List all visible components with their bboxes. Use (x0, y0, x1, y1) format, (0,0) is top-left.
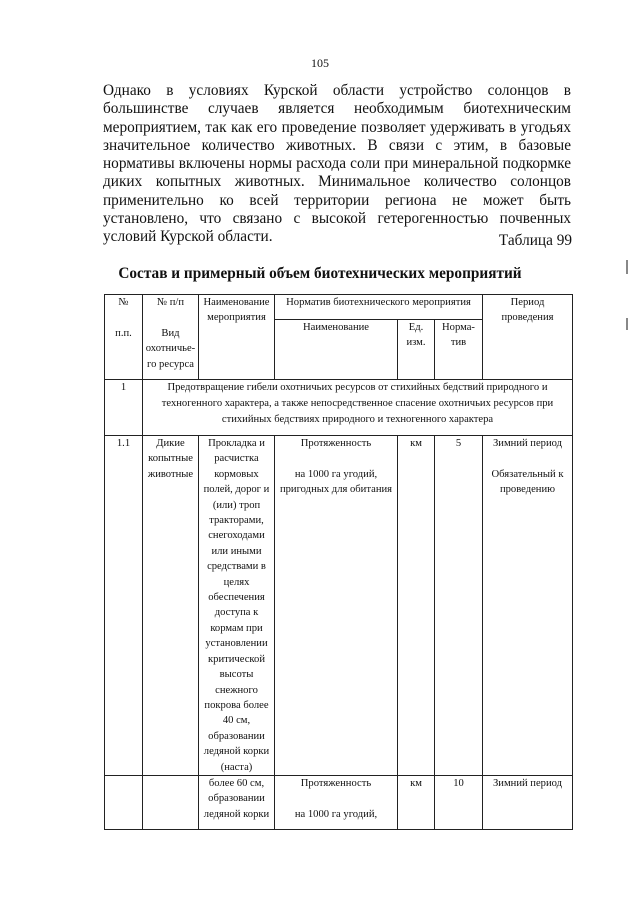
section-text: Предотвращение гибели охотничьих ресурсов от стихийных бедствий природного и техногенного характера, а также непосредственное спасение охотничьих ресурсов при стихийных бедствиях природного и техногенного характера (143, 380, 573, 436)
row-value: 10 (435, 775, 483, 829)
header-norm-name: Наименование (275, 320, 398, 380)
header-normative: Норматив биотехнического мероприятия (275, 295, 483, 320)
activities-table (104, 294, 573, 830)
header-norm-value: Норма-тив (435, 320, 483, 380)
row-num: 1.1 (105, 436, 143, 776)
row-unit: км (398, 436, 435, 776)
header-period: Период проведения (483, 295, 573, 380)
row-event: Прокладка и расчистка кормовых полей, дорог и (или) троп тракторами, снегоходами или иными средствами в целях обеспечения доступа к кормам при установлении критической высоты снежного покрова более 40 см, образовании ледяной корки (наста) (199, 436, 275, 776)
table-title: Состав и примерный объем биотехнических мероприятий (118, 265, 522, 282)
scan-edge-mark (626, 260, 628, 274)
header-species: № п/п Вид охотничье-го ресурса (143, 295, 199, 380)
table-section-row (105, 380, 573, 436)
table-header-row (105, 295, 573, 320)
row-period: Зимний период (483, 775, 573, 829)
row-norm-name: Протяженность на 1000 га угодий, (275, 775, 398, 829)
page-number: 105 (311, 56, 329, 70)
row-norm-name: Протяженность на 1000 га угодий, пригодных для обитания (275, 436, 398, 776)
table-row (105, 775, 573, 829)
row-period: Зимний период Обязательный к проведению (483, 436, 573, 776)
section-num: 1 (105, 380, 143, 436)
row-species: Дикие копытные животные (143, 436, 199, 776)
body-paragraph: Однако в условиях Курской области устройство солонцов в большинстве случаев является необходимым биотехническим мероприятием, так как его проведение позволяет удерживать в угодьях значительное количество животных. В связи с этим, в базовые нормативы включены нормы расхода соли при минеральной подкормке диких копытных животных. Минимальное количество солонцов применительно ко всей территории региона не может быть установлено, что связано с высокой гетерогенностью почвенных условий Курской области. (103, 82, 571, 246)
row-species (143, 775, 199, 829)
table-label: Таблица 99 (498, 232, 572, 249)
row-event: более 60 см, образовании ледяной корки (199, 775, 275, 829)
header-event-name: Наименование мероприятия (199, 295, 275, 380)
table-row (105, 436, 573, 776)
row-value: 5 (435, 436, 483, 776)
row-num (105, 775, 143, 829)
header-unit: Ед. изм. (398, 320, 435, 380)
header-num: № п.п. (105, 295, 143, 380)
row-unit: км (398, 775, 435, 829)
scan-edge-mark (626, 318, 628, 330)
